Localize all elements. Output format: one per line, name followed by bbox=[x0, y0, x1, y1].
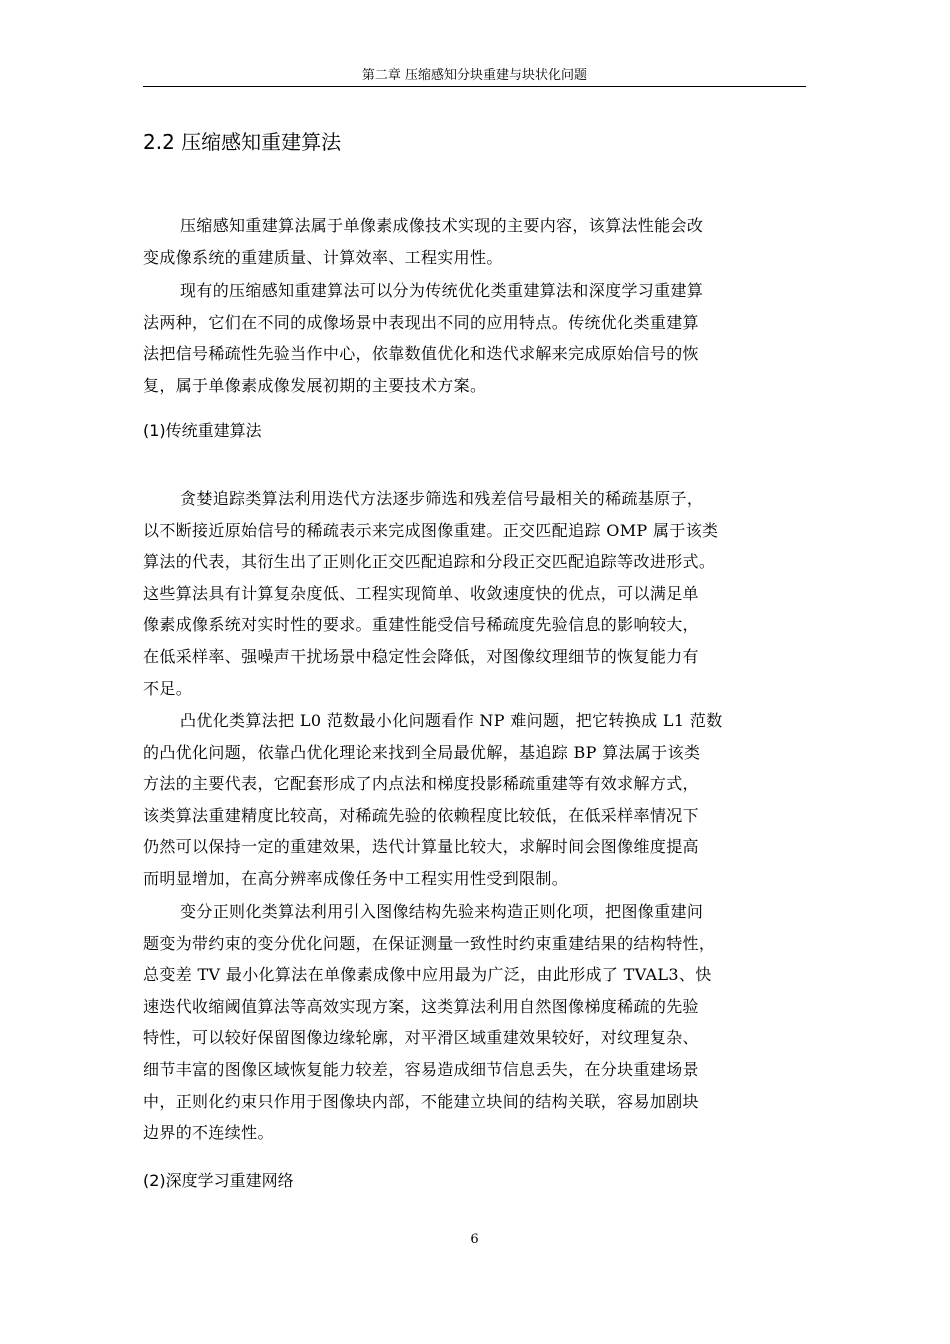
text-line: 法两种，它们在不同的成像场景中表现出不同的应用特点。传统优化类重建算 bbox=[143, 312, 699, 332]
subsection-heading-2: (2)深度学习重建网络 bbox=[143, 1171, 294, 1190]
text-line: 变成像系统的重建质量、计算效率、工程实用性。 bbox=[143, 247, 503, 267]
text-line: 算法的代表，其衍生出了正则化正交匹配追踪和分段正交匹配追踪等改进形式。 bbox=[143, 552, 716, 572]
text-line: 总变差 TV 最小化算法在单像素成像中应用最为广泛，由此形成了 TVAL3、快 bbox=[143, 965, 712, 985]
text-line: 法把信号稀疏性先验当作中心，依靠数值优化和迭代求解来完成原始信号的恢 bbox=[143, 344, 699, 364]
text-line: 贪婪追踪类算法利用迭代方法逐步筛选和残差信号最相关的稀疏基原子， bbox=[180, 489, 704, 508]
text-line: 复，属于单像素成像发展初期的主要技术方案。 bbox=[143, 375, 487, 395]
intro-paragraph-1 bbox=[143, 210, 806, 273]
text-line: 仍然可以保持一定的重建效果，迭代计算量比较大，求解时间会图像维度提高 bbox=[143, 837, 699, 857]
text-line: 边界的不连续性。 bbox=[143, 1123, 274, 1143]
text-line: 凸优化类算法把 L0 范数最小化问题看作 NP 难问题，把它转换成 L1 范数 bbox=[180, 711, 723, 730]
page-number: 6 bbox=[470, 1232, 479, 1247]
header-rule bbox=[143, 86, 806, 87]
subsection1-paragraph-1 bbox=[143, 483, 806, 704]
text-line: 压缩感知重建算法属于单像素成像技术实现的主要内容，该算法性能会改 bbox=[180, 216, 704, 235]
text-line: 而明显增加，在高分辨率成像任务中工程实用性受到限制。 bbox=[143, 868, 569, 888]
text-line: 不足。 bbox=[143, 678, 193, 698]
running-header: 第二章 压缩感知分块重建与块状化问题 bbox=[361, 68, 588, 83]
text-line: 中，正则化约束只作用于图像块内部，不能建立块间的结构关联，容易加剧块 bbox=[143, 1091, 699, 1111]
text-line: 该类算法重建精度比较高，对稀疏先验的依赖程度比较低，在低采样率情况下 bbox=[143, 805, 699, 825]
section-heading: 2.2 压缩感知重建算法 bbox=[143, 130, 342, 154]
text-line: 现有的压缩感知重建算法可以分为传统优化类重建算法和深度学习重建算 bbox=[180, 281, 704, 300]
text-line: 细节丰富的图像区域恢复能力较差，容易造成细节信息丢失，在分块重建场景 bbox=[143, 1059, 699, 1079]
text-line: 像素成像系统对实时性的要求。重建性能受信号稀疏度先验信息的影响较大， bbox=[143, 615, 699, 635]
intro-paragraph-2 bbox=[143, 275, 806, 401]
subsection1-paragraph-3 bbox=[143, 896, 806, 1149]
text-line: 的凸优化问题，依靠凸优化理论来找到全局最优解，基追踪 BP 算法属于该类 bbox=[143, 742, 701, 762]
text-line: 变分正则化类算法利用引入图像结构先验来构造正则化项，把图像重建问 bbox=[180, 902, 704, 921]
subsection-heading-1: (1)传统重建算法 bbox=[143, 421, 262, 440]
subsection1-paragraph-2 bbox=[143, 705, 806, 895]
text-line: 速迭代收缩阈值算法等高效实现方案，这类算法利用自然图像梯度稀疏的先验 bbox=[143, 996, 699, 1016]
text-line: 这些算法具有计算复杂度低、工程实现简单、收敛速度快的优点，可以满足单 bbox=[143, 583, 699, 603]
text-line: 特性，可以较好保留图像边缘轮廓，对平滑区域重建效果较好，对纹理复杂、 bbox=[143, 1028, 699, 1048]
text-line: 方法的主要代表，它配套形成了内点法和梯度投影稀疏重建等有效求解方式， bbox=[143, 774, 699, 794]
text-line: 在低采样率、强噪声干扰场景中稳定性会降低，对图像纹理细节的恢复能力有 bbox=[143, 646, 699, 666]
text-line: 题变为带约束的变分优化问题，在保证测量一致性时约束重建结果的结构特性， bbox=[143, 933, 716, 953]
text-line: 以不断接近原始信号的稀疏表示来完成图像重建。正交匹配追踪 OMP 属于该类 bbox=[143, 520, 719, 540]
